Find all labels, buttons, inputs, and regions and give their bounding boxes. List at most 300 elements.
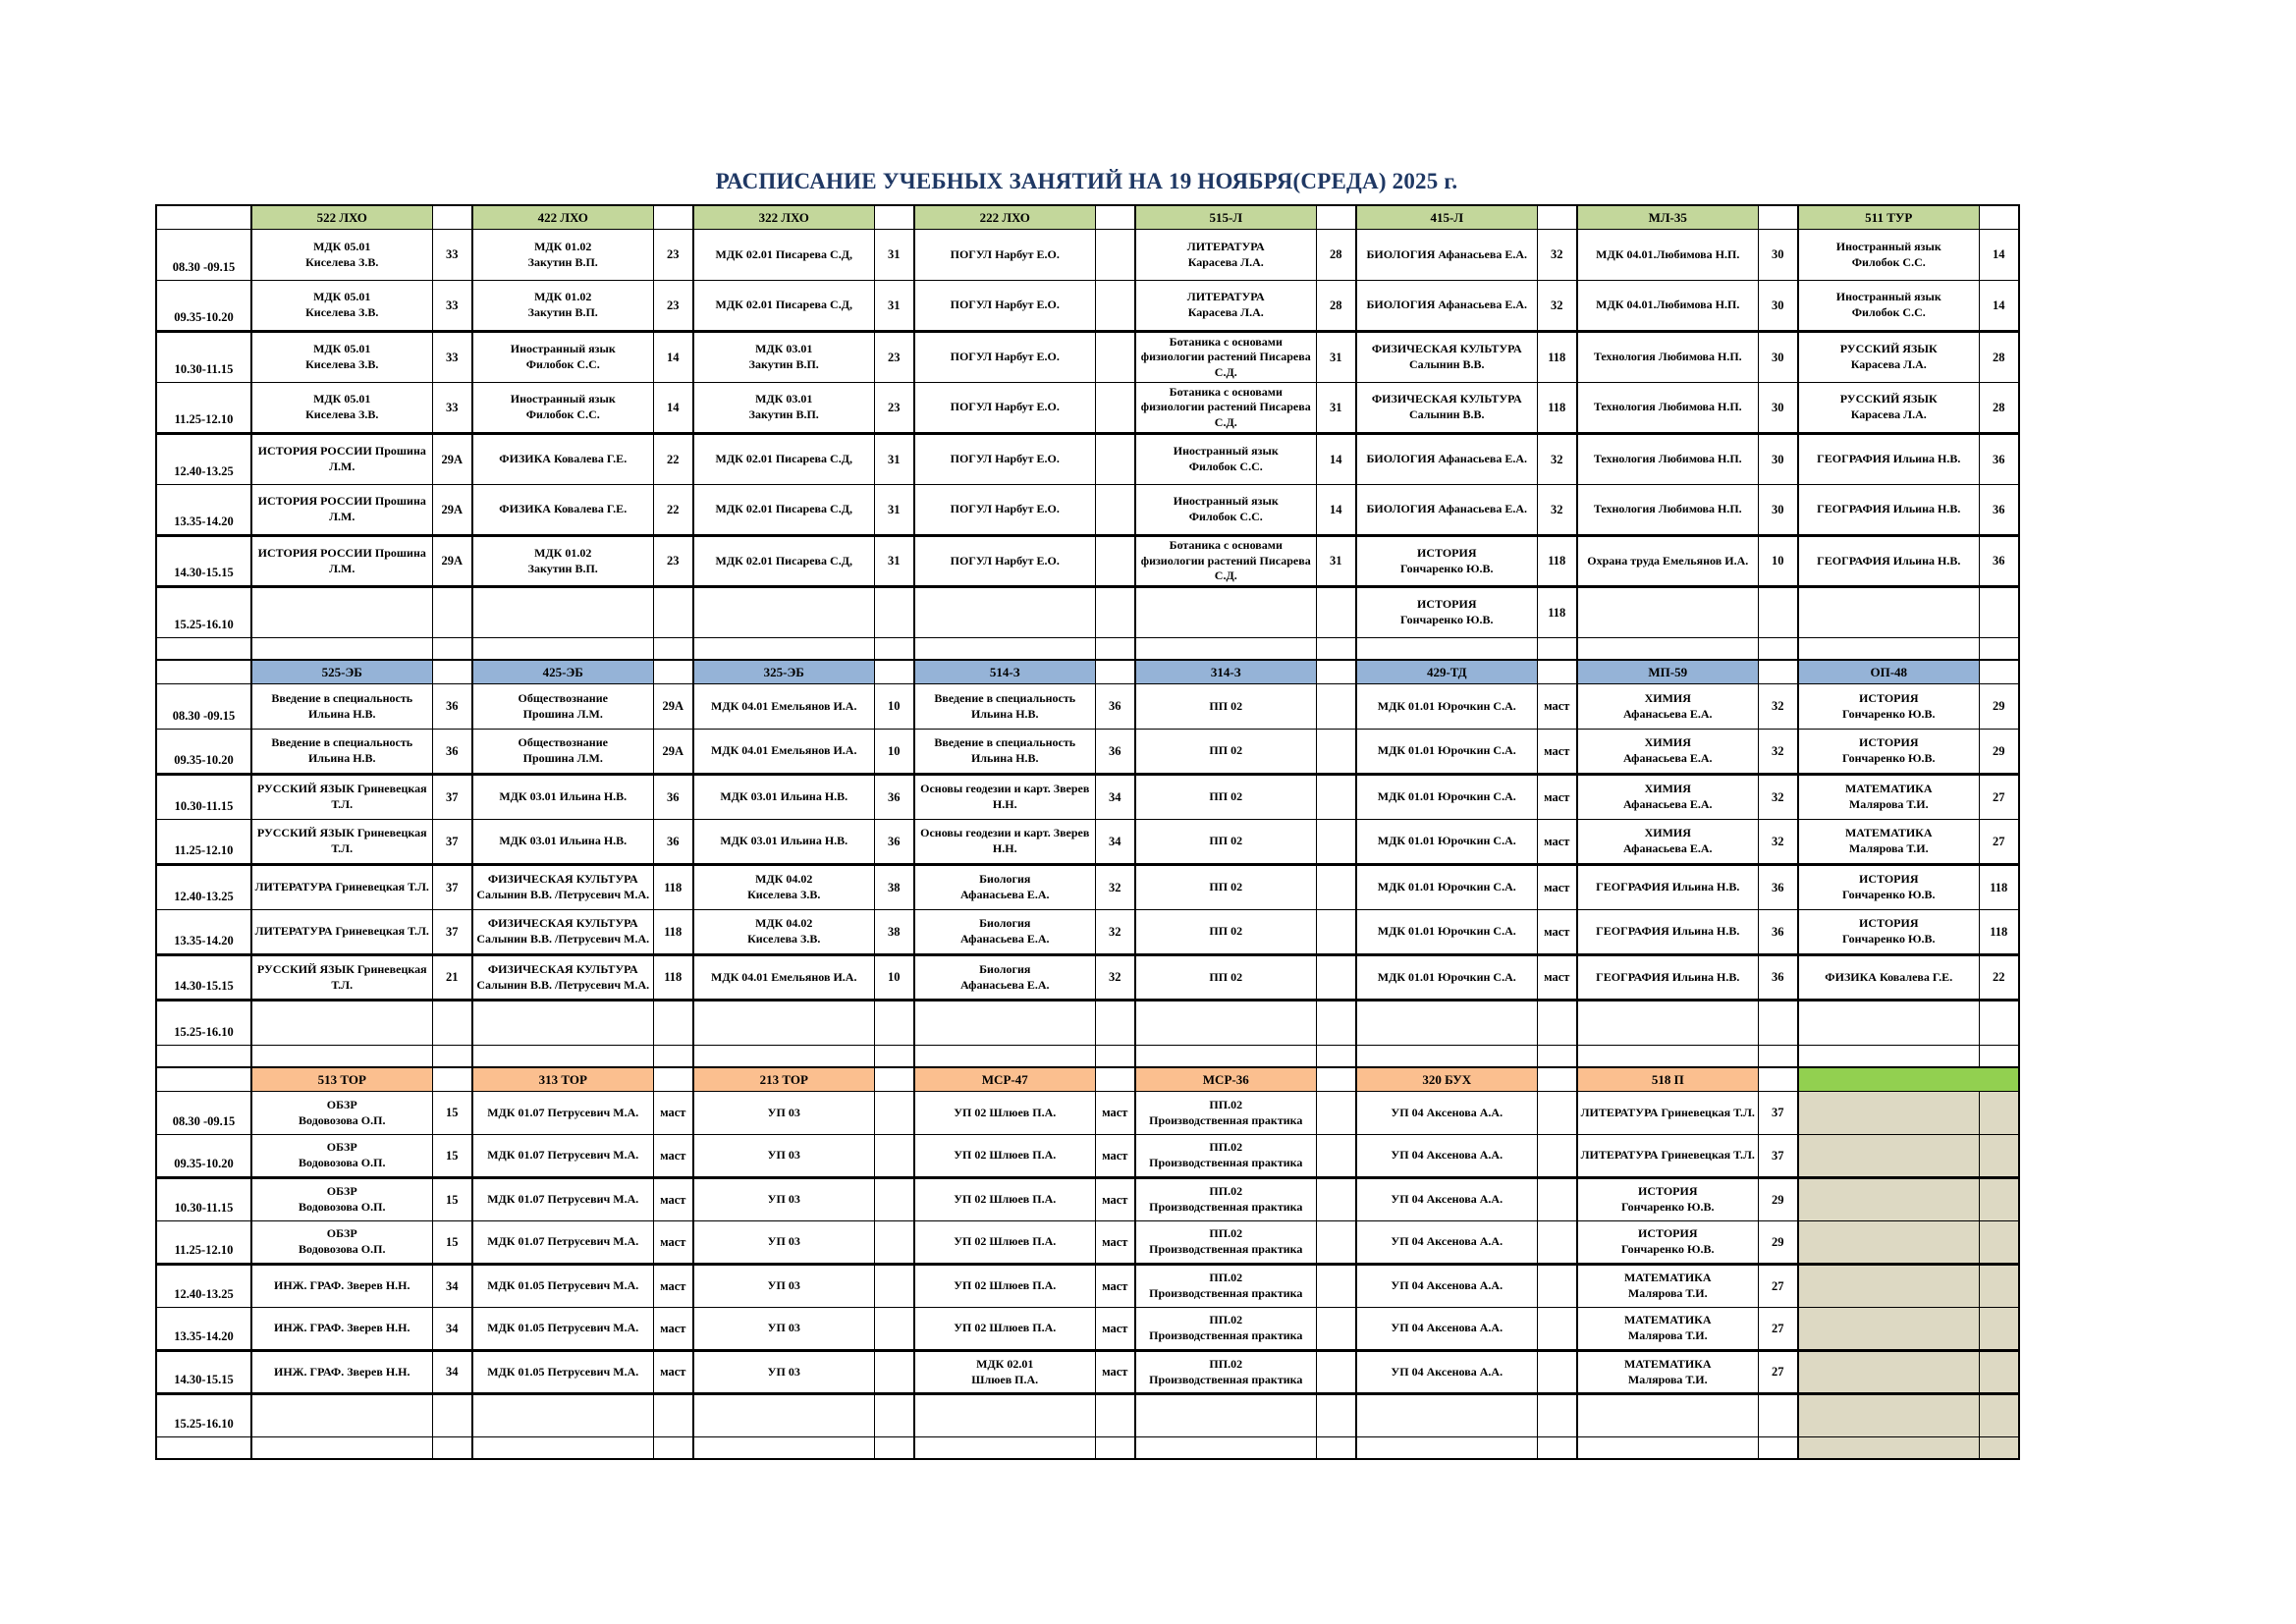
empty-room-cell — [874, 1092, 914, 1135]
room-cell: 36 — [1095, 684, 1135, 730]
lesson-cell: ИСТОРИЯ Гончаренко Ю.В. — [1798, 730, 1979, 775]
empty-room-cell — [1316, 775, 1356, 820]
empty-lesson-cell — [1798, 1437, 1979, 1460]
empty-room-cell — [1316, 1265, 1356, 1308]
room-cell: 28 — [1316, 230, 1356, 281]
lesson-cell: Введение в специальность Ильина Н.В. — [251, 684, 432, 730]
lesson-cell: РУССКИЙ ЯЗЫК Карасева Л.А. — [1798, 332, 1979, 383]
lesson-cell: МДК 01.01 Юрочкин С.А. — [1356, 684, 1537, 730]
time-cell: 12.40-13.25 — [156, 1265, 251, 1308]
lesson-cell: МДК 01.02 Закутин В.П. — [472, 230, 653, 281]
empty-room-cell — [1095, 332, 1135, 383]
empty-room-cell — [432, 1001, 472, 1046]
room-cell: 14 — [653, 383, 693, 434]
group-header-cell: 514-З — [914, 660, 1095, 684]
lesson-cell: ИСТОРИЯ Гончаренко Ю.В. — [1798, 865, 1979, 910]
time-cell: 11.25-12.10 — [156, 1221, 251, 1265]
room-cell: 36 — [1979, 434, 2019, 485]
empty-room-cell — [1095, 1437, 1135, 1460]
empty-room-cell — [1095, 587, 1135, 638]
group-header-cell: 429-ТД — [1356, 660, 1537, 684]
empty-lesson-cell — [472, 1001, 653, 1046]
empty-lesson-cell — [914, 1001, 1095, 1046]
room-cell: маст — [653, 1135, 693, 1178]
empty-lesson-cell — [1135, 587, 1316, 638]
lesson-cell: ФИЗИЧЕСКАЯ КУЛЬТУРА Салынин В.В. /Петрусевич М.А. — [472, 865, 653, 910]
lesson-cell: ИСТОРИЯ Гончаренко Ю.В. — [1577, 1178, 1758, 1221]
time-cell: 08.30 -09.15 — [156, 230, 251, 281]
lesson-cell: ИСТОРИЯ Гончаренко Ю.В. — [1798, 684, 1979, 730]
empty-lesson-cell — [472, 638, 653, 661]
empty-room-cell — [1537, 1046, 1577, 1068]
empty-room-cell — [1316, 910, 1356, 955]
empty-lesson-cell — [693, 638, 874, 661]
empty-room-cell — [874, 1001, 914, 1046]
room-cell: 34 — [1095, 775, 1135, 820]
lesson-cell: ПП 02 — [1135, 730, 1316, 775]
lesson-row — [156, 434, 2019, 485]
room-cell: 28 — [1316, 281, 1356, 332]
room-cell: 32 — [1095, 955, 1135, 1001]
room-cell: 32 — [1537, 230, 1577, 281]
room-column-header — [1316, 1067, 1356, 1092]
empty-room-cell — [1095, 485, 1135, 536]
room-cell: маст — [653, 1092, 693, 1135]
empty-room-cell — [432, 1046, 472, 1068]
lesson-cell: ХИМИЯ Афанасьева Е.А. — [1577, 684, 1758, 730]
time-cell: 10.30-11.15 — [156, 332, 251, 383]
room-cell: 31 — [874, 230, 914, 281]
group-header-cell: 511 ТУР — [1798, 205, 1979, 230]
group-header-cell: 313 ТОР — [472, 1067, 653, 1092]
empty-lesson-cell — [1577, 1046, 1758, 1068]
empty-room-cell — [1316, 684, 1356, 730]
lesson-cell: МДК 05.01 Киселева З.В. — [251, 281, 432, 332]
lesson-cell: ПП.02 Производственная практика — [1135, 1135, 1316, 1178]
room-column-header — [874, 660, 914, 684]
room-cell: 29А — [653, 730, 693, 775]
lesson-row — [156, 1351, 2019, 1394]
empty-lesson-cell — [1798, 1135, 1979, 1178]
empty-lesson-cell — [1577, 1001, 1758, 1046]
room-cell: маст — [1537, 775, 1577, 820]
lesson-cell: УП 04 Аксенова А.А. — [1356, 1092, 1537, 1135]
lesson-cell: ИНЖ. ГРАФ. Зверев Н.Н. — [251, 1351, 432, 1394]
room-cell: 22 — [653, 485, 693, 536]
lesson-cell: ПОГУЛ Нарбут Е.О. — [914, 383, 1095, 434]
room-column-header — [432, 1067, 472, 1092]
room-cell: 31 — [874, 485, 914, 536]
lesson-cell: МАТЕМАТИКА Малярова Т.И. — [1577, 1308, 1758, 1351]
room-column-header — [1316, 660, 1356, 684]
lesson-cell: Введение в специальность Ильина Н.В. — [251, 730, 432, 775]
empty-room-cell — [1095, 638, 1135, 661]
empty-lesson-cell — [914, 1046, 1095, 1068]
lesson-cell: УП 04 Аксенова А.А. — [1356, 1178, 1537, 1221]
room-cell: 38 — [874, 865, 914, 910]
time-cell-empty — [156, 638, 251, 661]
room-cell: 22 — [653, 434, 693, 485]
empty-lesson-cell — [1135, 1046, 1316, 1068]
lesson-cell: МДК 01.02 Закутин В.П. — [472, 281, 653, 332]
room-column-header — [1758, 205, 1798, 230]
empty-room-cell — [1979, 1221, 2019, 1265]
lesson-cell: МДК 05.01 Киселева З.В. — [251, 230, 432, 281]
empty-lesson-cell — [914, 1437, 1095, 1460]
lesson-cell: МДК 01.01 Юрочкин С.А. — [1356, 910, 1537, 955]
lesson-cell: Иностранный язык Филобок С.С. — [1135, 434, 1316, 485]
empty-lesson-cell — [1356, 1437, 1537, 1460]
room-cell: маст — [653, 1178, 693, 1221]
room-cell: 10 — [1758, 536, 1798, 587]
room-cell: 22 — [1979, 955, 2019, 1001]
room-cell: 36 — [653, 820, 693, 865]
room-column-header — [1537, 205, 1577, 230]
empty-room-cell — [1979, 1437, 2019, 1460]
empty-room-cell — [1537, 1092, 1577, 1135]
room-cell: маст — [653, 1221, 693, 1265]
room-cell: 36 — [1758, 910, 1798, 955]
lesson-cell: МДК 03.01 Ильина Н.В. — [472, 820, 653, 865]
group-header-cell: МП-59 — [1577, 660, 1758, 684]
lesson-cell: МДК 01.02 Закутин В.П. — [472, 536, 653, 587]
lesson-cell: ЛИТЕРАТУРА Гриневецкая Т.Л. — [251, 865, 432, 910]
lesson-cell: БИОЛОГИЯ Афанасьева Е.А. — [1356, 434, 1537, 485]
empty-room-cell — [1537, 1178, 1577, 1221]
room-cell: 32 — [1095, 910, 1135, 955]
lesson-row — [156, 820, 2019, 865]
room-cell: 14 — [1316, 434, 1356, 485]
lesson-cell: МДК 03.01 Ильина Н.В. — [693, 775, 874, 820]
room-cell: 27 — [1758, 1265, 1798, 1308]
lesson-cell: ГЕОГРАФИЯ Ильина Н.В. — [1577, 955, 1758, 1001]
room-cell: 29А — [432, 434, 472, 485]
room-cell: 31 — [1316, 383, 1356, 434]
group-header-cell: МСР-47 — [914, 1067, 1095, 1092]
empty-lesson-cell — [1798, 1221, 1979, 1265]
room-cell: маст — [1095, 1308, 1135, 1351]
time-cell: 09.35-10.20 — [156, 281, 251, 332]
lesson-cell: ИНЖ. ГРАФ. Зверев Н.Н. — [251, 1265, 432, 1308]
room-column-header — [1095, 205, 1135, 230]
lesson-cell: РУССКИЙ ЯЗЫК Гриневецкая Т.Л. — [251, 820, 432, 865]
section-3-header-row — [156, 1067, 2019, 1092]
room-cell: 27 — [1979, 775, 2019, 820]
room-cell: 34 — [432, 1308, 472, 1351]
room-column-header — [653, 205, 693, 230]
lesson-cell: Технология Любимова Н.П. — [1577, 383, 1758, 434]
lesson-cell: Технология Любимова Н.П. — [1577, 485, 1758, 536]
lesson-row — [156, 1308, 2019, 1351]
lesson-cell: ПП.02 Производственная практика — [1135, 1221, 1316, 1265]
room-cell: 33 — [432, 383, 472, 434]
room-column-header — [1095, 660, 1135, 684]
empty-lesson-cell — [1798, 638, 1979, 661]
room-column-header — [1537, 660, 1577, 684]
lesson-cell: МДК 04.01 Емельянов И.А. — [693, 730, 874, 775]
room-column-header — [432, 205, 472, 230]
empty-lesson-cell — [1577, 1394, 1758, 1437]
section-trailer-row — [156, 1437, 2019, 1460]
empty-room-cell — [1095, 1046, 1135, 1068]
empty-room-cell — [874, 638, 914, 661]
lesson-cell: ОБЗР Водовозова О.П. — [251, 1221, 432, 1265]
room-cell: 21 — [432, 955, 472, 1001]
group-header-cell: 325-ЭБ — [693, 660, 874, 684]
room-cell: маст — [1537, 684, 1577, 730]
empty-lesson-cell — [914, 587, 1095, 638]
empty-room-cell — [1316, 1001, 1356, 1046]
time-cell: 09.35-10.20 — [156, 1135, 251, 1178]
room-cell: 36 — [1758, 955, 1798, 1001]
empty-lesson-cell — [1577, 587, 1758, 638]
empty-lesson-cell — [693, 1046, 874, 1068]
lesson-cell: ГЕОГРАФИЯ Ильина Н.В. — [1577, 910, 1758, 955]
lesson-cell: УП 03 — [693, 1351, 874, 1394]
empty-room-cell — [1979, 1092, 2019, 1135]
room-cell: 118 — [653, 865, 693, 910]
empty-room-cell — [1979, 1178, 2019, 1221]
lesson-cell: МДК 02.01 Писарева С.Д, — [693, 536, 874, 587]
empty-room-cell — [874, 1308, 914, 1351]
group-header-cell: 422 ЛХО — [472, 205, 653, 230]
lesson-cell: МДК 01.01 Юрочкин С.А. — [1356, 820, 1537, 865]
room-cell: 32 — [1758, 820, 1798, 865]
room-cell: маст — [1537, 730, 1577, 775]
empty-room-cell — [653, 587, 693, 638]
lesson-cell: ФИЗИКА Ковалева Г.Е. — [472, 434, 653, 485]
lesson-cell: МДК 02.01 Писарева С.Д, — [693, 281, 874, 332]
empty-room-cell — [1979, 1046, 2019, 1068]
empty-room-cell — [1316, 1437, 1356, 1460]
empty-lesson-cell — [1577, 1437, 1758, 1460]
section-1-header-row — [156, 205, 2019, 230]
lesson-cell: ФИЗИЧЕСКАЯ КУЛЬТУРА Салынин В.В. — [1356, 383, 1537, 434]
lesson-row — [156, 910, 2019, 955]
room-cell: маст — [1095, 1351, 1135, 1394]
room-cell: 37 — [432, 820, 472, 865]
time-cell: 14.30-15.15 — [156, 1351, 251, 1394]
lesson-row — [156, 1265, 2019, 1308]
empty-room-cell — [1316, 1351, 1356, 1394]
room-cell: 28 — [1979, 332, 2019, 383]
room-cell: 31 — [1316, 332, 1356, 383]
lesson-cell: УП 02 Шлюев П.А. — [914, 1092, 1095, 1135]
empty-lesson-cell — [251, 1046, 432, 1068]
room-column-header — [1095, 1067, 1135, 1092]
room-cell: 32 — [1537, 281, 1577, 332]
lesson-cell: ФИЗИЧЕСКАЯ КУЛЬТУРА Салынин В.В. — [1356, 332, 1537, 383]
lesson-cell: ПП 02 — [1135, 684, 1316, 730]
room-cell: 15 — [432, 1221, 472, 1265]
room-cell: 32 — [1758, 684, 1798, 730]
time-cell: 12.40-13.25 — [156, 865, 251, 910]
time-column-header — [156, 1067, 251, 1092]
lesson-cell: ПП.02 Производственная практика — [1135, 1265, 1316, 1308]
lesson-cell: ЛИТЕРАТУРА Гриневецкая Т.Л. — [1577, 1092, 1758, 1135]
lesson-cell: МДК 04.01.Любимова Н.П. — [1577, 230, 1758, 281]
room-cell: 10 — [874, 684, 914, 730]
room-cell: 15 — [432, 1178, 472, 1221]
lesson-cell: Иностранный язык Филобок С.С. — [1135, 485, 1316, 536]
group-header-cell: 314-З — [1135, 660, 1316, 684]
lesson-cell: Технология Любимова Н.П. — [1577, 332, 1758, 383]
empty-room-cell — [1316, 1046, 1356, 1068]
room-cell: 30 — [1758, 281, 1798, 332]
empty-room-cell — [1537, 1308, 1577, 1351]
empty-lesson-cell — [251, 638, 432, 661]
lesson-cell: Ботаника с основами физиологии растений Писарева С.Д. — [1135, 332, 1316, 383]
room-cell: маст — [1537, 910, 1577, 955]
group-header-cell: 518 П — [1577, 1067, 1758, 1092]
lesson-row — [156, 1092, 2019, 1135]
lesson-cell: РУССКИЙ ЯЗЫК Гриневецкая Т.Л. — [251, 775, 432, 820]
room-column-header — [874, 205, 914, 230]
room-cell: 29 — [1758, 1178, 1798, 1221]
empty-room-cell — [653, 638, 693, 661]
lesson-cell: УП 04 Аксенова А.А. — [1356, 1135, 1537, 1178]
group-header-cell: 525-ЭБ — [251, 660, 432, 684]
section-trailer-row — [156, 1046, 2019, 1068]
lesson-cell: МАТЕМАТИКА Малярова Т.И. — [1798, 820, 1979, 865]
time-cell: 15.25-16.10 — [156, 1394, 251, 1437]
lesson-cell: УП 03 — [693, 1178, 874, 1221]
lesson-cell: ФИЗИКА Ковалева Г.Е. — [1798, 955, 1979, 1001]
room-cell: 36 — [432, 730, 472, 775]
lesson-row — [156, 1178, 2019, 1221]
room-cell: 23 — [653, 536, 693, 587]
empty-room-cell — [874, 1265, 914, 1308]
lesson-cell: ФИЗИЧЕСКАЯ КУЛЬТУРА Салынин В.В. /Петрусевич М.А. — [472, 910, 653, 955]
empty-room-cell — [1758, 638, 1798, 661]
empty-lesson-cell — [472, 1394, 653, 1437]
lesson-cell: Биология Афанасьева Е.А. — [914, 865, 1095, 910]
empty-room-cell — [1979, 1308, 2019, 1351]
section-trailer-row — [156, 638, 2019, 661]
empty-room-cell — [1316, 1178, 1356, 1221]
empty-lesson-cell — [1798, 587, 1979, 638]
room-cell: 31 — [874, 434, 914, 485]
lesson-cell: МДК 01.01 Юрочкин С.А. — [1356, 865, 1537, 910]
lesson-cell: ПП 02 — [1135, 820, 1316, 865]
lesson-cell: МДК 01.01 Юрочкин С.А. — [1356, 775, 1537, 820]
empty-room-cell — [1316, 730, 1356, 775]
lesson-cell: МДК 04.01 Емельянов И.А. — [693, 955, 874, 1001]
empty-room-cell — [1537, 1265, 1577, 1308]
lesson-cell: УП 03 — [693, 1092, 874, 1135]
empty-lesson-cell — [251, 1437, 432, 1460]
lesson-cell: МДК 02.01 Шлюев П.А. — [914, 1351, 1095, 1394]
empty-lesson-cell — [693, 587, 874, 638]
empty-room-cell — [1095, 1001, 1135, 1046]
lesson-cell: ИСТОРИЯ Гончаренко Ю.В. — [1356, 587, 1537, 638]
lesson-cell: Основы геодезии и карт. Зверев Н.Н. — [914, 820, 1095, 865]
lesson-cell: УП 04 Аксенова А.А. — [1356, 1265, 1537, 1308]
lesson-cell: Охрана труда Емельянов И.А. — [1577, 536, 1758, 587]
room-cell: 29 — [1979, 730, 2019, 775]
empty-room-cell — [1979, 587, 2019, 638]
empty-room-cell — [1979, 638, 2019, 661]
empty-room-cell — [432, 587, 472, 638]
lesson-cell: МДК 02.01 Писарева С.Д, — [693, 434, 874, 485]
lesson-cell: ПОГУЛ Нарбут Е.О. — [914, 485, 1095, 536]
room-cell: 32 — [1095, 865, 1135, 910]
room-cell: 37 — [432, 775, 472, 820]
empty-room-cell — [1537, 1351, 1577, 1394]
empty-lesson-cell — [472, 1437, 653, 1460]
room-cell: маст — [653, 1308, 693, 1351]
room-cell: маст — [1537, 820, 1577, 865]
empty-room-cell — [1316, 820, 1356, 865]
empty-room-cell — [1316, 638, 1356, 661]
room-cell: 29 — [1758, 1221, 1798, 1265]
lesson-cell: ПП.02 Производственная практика — [1135, 1178, 1316, 1221]
room-cell: 23 — [874, 383, 914, 434]
empty-room-cell — [874, 1135, 914, 1178]
group-header-cell: МЛ-35 — [1577, 205, 1758, 230]
lesson-cell: ПП.02 Производственная практика — [1135, 1308, 1316, 1351]
room-cell: 30 — [1758, 230, 1798, 281]
empty-lesson-cell — [1356, 1394, 1537, 1437]
empty-room-cell — [874, 1351, 914, 1394]
lesson-cell: Технология Любимова Н.П. — [1577, 434, 1758, 485]
lesson-cell: МДК 01.07 Петрусевич М.А. — [472, 1135, 653, 1178]
lesson-cell: ГЕОГРАФИЯ Ильина Н.В. — [1577, 865, 1758, 910]
empty-room-cell — [1758, 1001, 1798, 1046]
empty-room-cell — [1537, 1001, 1577, 1046]
room-cell: 34 — [1095, 820, 1135, 865]
room-cell: 37 — [432, 865, 472, 910]
empty-lesson-cell — [693, 1437, 874, 1460]
room-cell: 36 — [432, 684, 472, 730]
room-column-header — [1758, 1067, 1798, 1092]
group-header-cell: 415-Л — [1356, 205, 1537, 230]
empty-lesson-cell — [472, 587, 653, 638]
time-cell: 10.30-11.15 — [156, 1178, 251, 1221]
empty-room-cell — [1758, 1437, 1798, 1460]
room-cell: 10 — [874, 955, 914, 1001]
empty-room-cell — [874, 1178, 914, 1221]
lesson-cell: Обществознание Прошина Л.М. — [472, 684, 653, 730]
lesson-cell: УП 04 Аксенова А.А. — [1356, 1221, 1537, 1265]
lesson-cell: ИНЖ. ГРАФ. Зверев Н.Н. — [251, 1308, 432, 1351]
empty-lesson-cell — [1798, 1394, 1979, 1437]
lesson-cell: ИСТОРИЯ РОССИИ Прошина Л.М. — [251, 536, 432, 587]
lesson-cell: МДК 01.07 Петрусевич М.А. — [472, 1178, 653, 1221]
lesson-cell: УП 03 — [693, 1221, 874, 1265]
empty-room-cell — [1537, 1437, 1577, 1460]
lesson-cell: МДК 02.01 Писарева С.Д, — [693, 230, 874, 281]
empty-room-cell — [1979, 1394, 2019, 1437]
empty-room-cell — [1758, 1394, 1798, 1437]
lesson-cell: Ботаника с основами физиологии растений Писарева С.Д. — [1135, 383, 1316, 434]
room-cell: 32 — [1537, 485, 1577, 536]
room-cell: 33 — [432, 332, 472, 383]
empty-room-cell — [874, 587, 914, 638]
room-cell: 32 — [1537, 434, 1577, 485]
empty-room-cell — [1316, 1135, 1356, 1178]
lesson-cell: ЛИТЕРАТУРА Карасева Л.А. — [1135, 281, 1316, 332]
lesson-cell: ПП 02 — [1135, 955, 1316, 1001]
lesson-cell: Иностранный язык Филобок С.С. — [472, 383, 653, 434]
section-2-header-row — [156, 660, 2019, 684]
empty-room-cell — [1979, 1351, 2019, 1394]
lesson-cell: МДК 01.05 Петрусевич М.А. — [472, 1265, 653, 1308]
time-cell: 15.25-16.10 — [156, 587, 251, 638]
room-cell: маст — [1095, 1092, 1135, 1135]
lesson-cell: Введение в специальность Ильина Н.В. — [914, 730, 1095, 775]
room-cell: 34 — [432, 1351, 472, 1394]
